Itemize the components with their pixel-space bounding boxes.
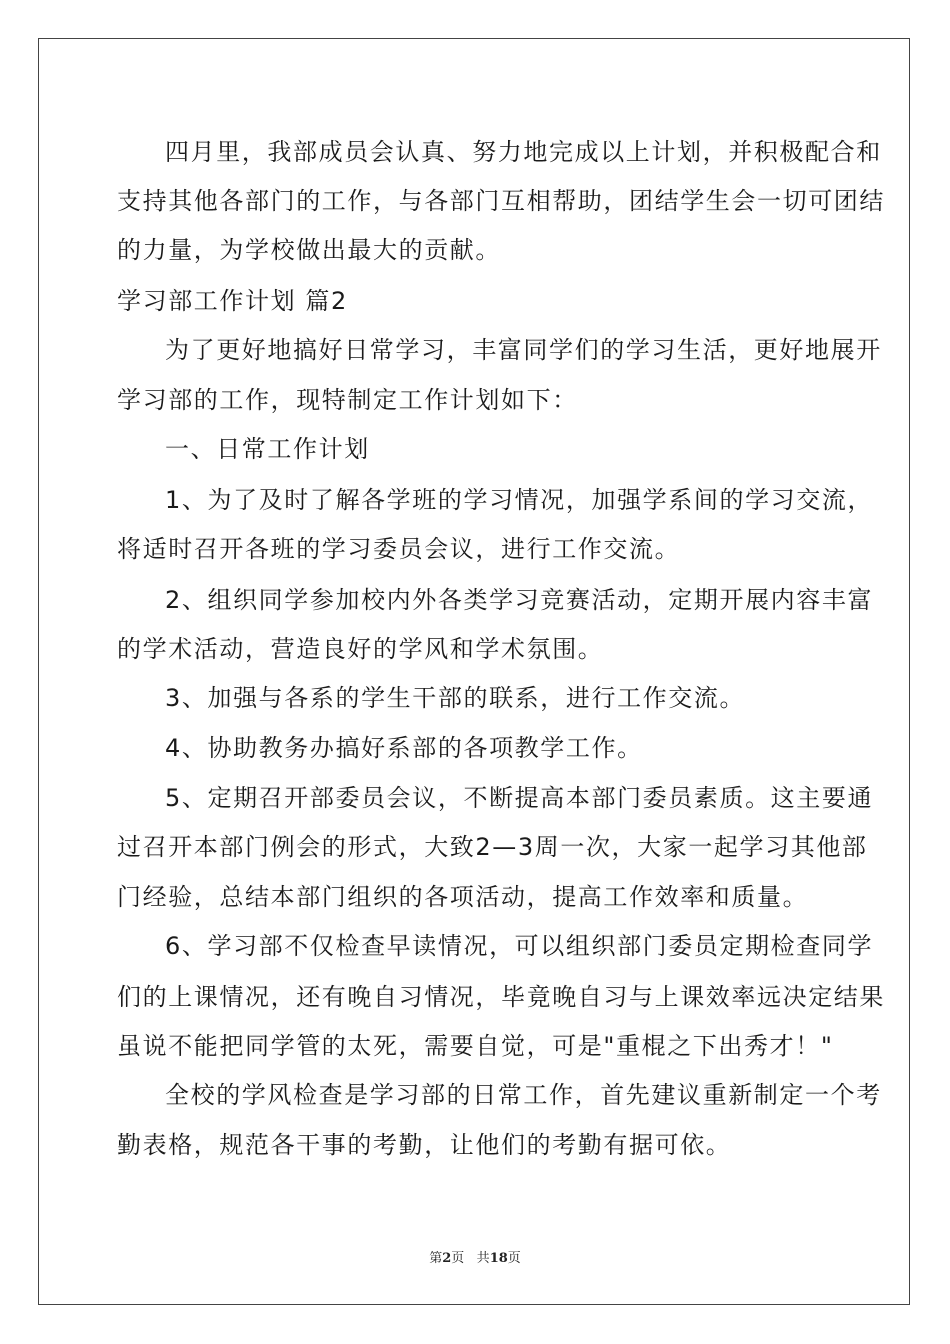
list-item-line: 们的上课情况，还有晚自习情况，毕竟晚自习与上课效率远决定结果: [117, 983, 885, 1011]
list-item-line: 5、定期召开部委员会议，不断提高本部门委员素质。这主要通: [165, 784, 874, 812]
total-page-count: 18: [489, 1251, 508, 1266]
paragraph-line: 支持其他各部门的工作，与各部门互相帮助，团结学生会一切可团结: [117, 187, 885, 215]
section-heading: 学习部工作计划 篇2: [117, 287, 348, 315]
list-item-line: 1、为了及时了解各学班的学习情况，加强学系间的学习交流，: [165, 486, 874, 514]
paragraph-line: 全校的学风检查是学习部的日常工作，首先建议重新制定一个考: [165, 1081, 882, 1109]
list-item-line: 虽说不能把同学管的太死，需要自觉，可是"重棍之下出秀才！": [117, 1032, 834, 1060]
list-item-line: 的学术活动，营造良好的学风和学术氛围。: [117, 635, 604, 663]
list-item-line: 6、学习部不仅检查早读情况，可以组织部门委员定期检查同学: [165, 932, 874, 960]
list-item-line: 3、加强与各系的学生干部的联系，进行工作交流。: [165, 684, 746, 712]
list-item-line: 2、组织同学参加校内外各类学习竞赛活动，定期开展内容丰富: [165, 586, 874, 614]
paragraph-line: 的力量，为学校做出最大的贡献。: [117, 236, 501, 264]
total-label-unit: 页: [507, 1251, 521, 1266]
current-page-number: 2: [442, 1251, 452, 1266]
subsection-heading: 一、日常工作计划: [165, 435, 370, 463]
paragraph-line: 为了更好地搞好日常学习，丰富同学们的学习生活，更好地展开: [165, 336, 882, 364]
page-footer: [0, 1247, 950, 1266]
paragraph-line: 勤表格，规范各干事的考勤，让他们的考勤有据可依。: [117, 1131, 732, 1159]
list-item-line: 过召开本部门例会的形式，大致2—3周一次，大家一起学习其他部: [117, 833, 868, 861]
total-label-prefix: 共: [476, 1251, 490, 1266]
list-item-line: 门经验，总结本部门组织的各项活动，提高工作效率和质量。: [117, 883, 809, 911]
list-item-line: 4、协助教务办搞好系部的各项教学工作。: [165, 734, 643, 762]
list-item-line: 将适时召开各班的学习委员会议，进行工作交流。: [117, 535, 681, 563]
page-border: [38, 38, 910, 1305]
page-label-prefix: 第: [429, 1251, 443, 1266]
page-label-unit: 页: [451, 1251, 465, 1266]
paragraph-line: 学习部的工作，现特制定工作计划如下：: [117, 386, 578, 414]
paragraph-line: 四月里，我部成员会认真、努力地完成以上计划，并积极配合和: [165, 138, 882, 166]
